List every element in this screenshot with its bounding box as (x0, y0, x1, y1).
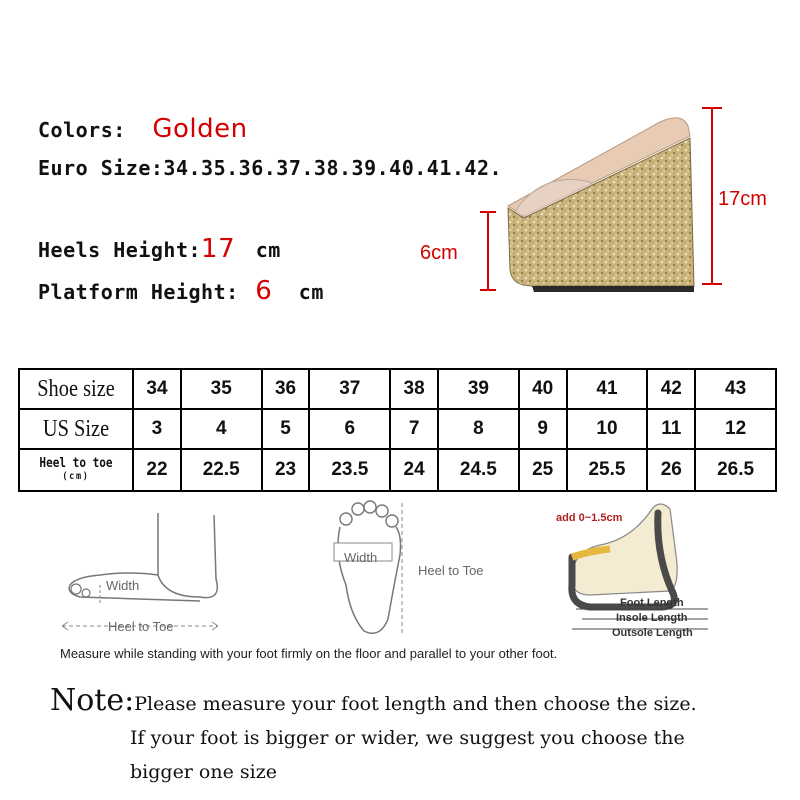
platform-height-spec (38, 276, 324, 306)
euro-size-label: Euro Size: (38, 156, 164, 180)
table-cell: 25.5 (567, 449, 648, 491)
side-heel-to-toe-label: Heel to Toe (108, 619, 174, 634)
note-label: Note: (50, 683, 135, 718)
table-cell: 3 (133, 409, 181, 449)
table-cell: 36 (262, 369, 310, 409)
table-cell: 10 (567, 409, 648, 449)
platform-dimension-label: 6cm (420, 242, 458, 264)
size-chart-table (18, 368, 777, 492)
table-cell: 23.5 (309, 449, 390, 491)
table-cell: 22.5 (181, 449, 262, 491)
table-row (19, 369, 776, 409)
table-cell: 11 (647, 409, 695, 449)
foot-length-label: Foot Length (620, 597, 684, 609)
table-cell: 5 (262, 409, 310, 449)
note-line-2: If your foot is bigger or wider, we suggest you choose the (130, 727, 685, 749)
side-width-label: Width (106, 578, 140, 593)
heel-height-label: Heels Height: (38, 238, 202, 262)
note-line-1: Please measure your foot length and then choose the size. (134, 693, 697, 715)
table-cell: 43 (695, 369, 776, 409)
table-cell: 35 (181, 369, 262, 409)
top-heel-to-toe-label: Heel to Toe (418, 563, 484, 578)
table-cell: 26.5 (695, 449, 776, 491)
heel-height-spec (38, 234, 281, 264)
platform-height-unit: cm (298, 280, 324, 304)
measure-instruction: Measure while standing with your foot firmly on the floor and parallel to your other foot. (60, 646, 558, 661)
note-line-3: bigger one size (130, 761, 277, 783)
colors-label: Colors: (38, 118, 126, 142)
colors-value: Golden (152, 114, 248, 144)
table-cell: 37 (309, 369, 390, 409)
row-header-shoe-size: Shoe size (28, 369, 125, 409)
add-length-label: add 0~1.5cm (556, 512, 623, 524)
size-note (50, 684, 697, 789)
table-row (19, 409, 776, 449)
table-cell: 26 (647, 449, 695, 491)
table-cell: 12 (695, 409, 776, 449)
row-header-heel-to-toe (28, 449, 125, 491)
table-cell: 38 (390, 369, 438, 409)
heel-height-value: 17 (201, 234, 236, 264)
top-width-label: Width (344, 550, 378, 565)
table-cell: 42 (647, 369, 695, 409)
table-cell: 22 (133, 449, 181, 491)
table-cell: 24 (390, 449, 438, 491)
table-cell: 7 (390, 409, 438, 449)
colors-spec (38, 114, 248, 144)
heel-to-toe-unit: (cm) (62, 471, 90, 482)
table-cell: 23 (262, 449, 310, 491)
heel-dimension-label: 17cm (718, 188, 767, 210)
outsole-length-label: Outsole Length (612, 627, 693, 639)
platform-height-value: 6 (255, 276, 273, 306)
table-cell: 6 (309, 409, 390, 449)
table-cell: 25 (519, 449, 567, 491)
table-cell: 9 (519, 409, 567, 449)
platform-height-label: Platform Height: (38, 280, 239, 304)
table-cell: 41 (567, 369, 648, 409)
table-cell: 40 (519, 369, 567, 409)
table-cell: 34 (133, 369, 181, 409)
table-row (19, 449, 776, 491)
row-header-us-size: US Size (28, 409, 125, 449)
euro-size-value: 34.35.36.37.38.39.40.41.42. (163, 156, 503, 180)
table-cell: 39 (438, 369, 519, 409)
heel-height-unit: cm (255, 238, 281, 262)
table-cell: 8 (438, 409, 519, 449)
table-cell: 24.5 (438, 449, 519, 491)
table-cell: 4 (181, 409, 262, 449)
heel-to-toe-label: Heel to toe (39, 456, 113, 471)
insole-length-label: Insole Length (616, 612, 688, 624)
